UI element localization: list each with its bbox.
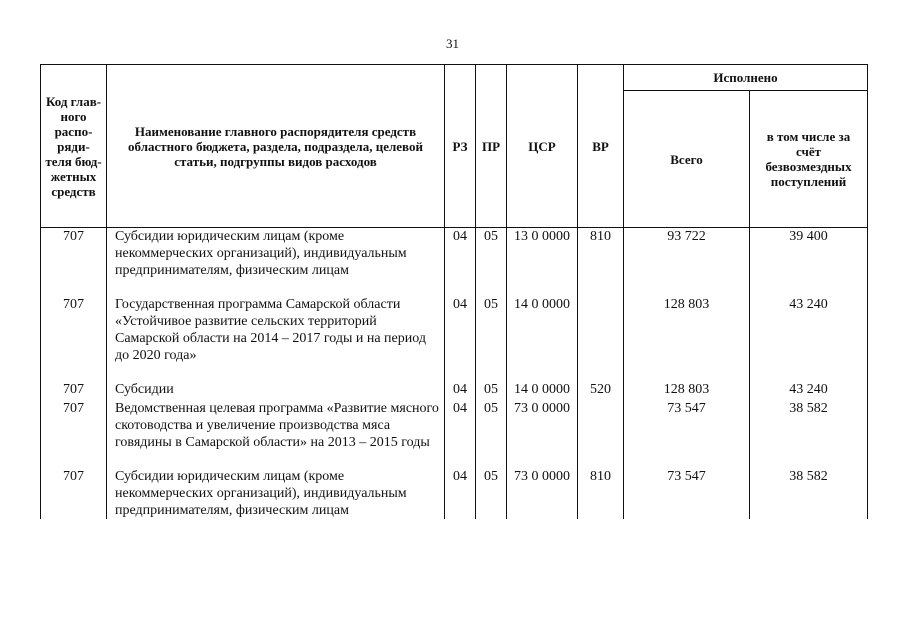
cell-csr: 73 0 0000 — [507, 466, 578, 519]
cell-csr: 14 0 0000 — [507, 379, 578, 398]
table-row — [41, 398, 868, 466]
header-total: Всего — [624, 91, 750, 228]
cell-code: 707 — [41, 294, 107, 379]
cell-free: 38 582 — [750, 466, 868, 519]
cell-total: 93 722 — [624, 226, 750, 294]
cell-rz: 04 — [445, 398, 476, 466]
cell-csr: 14 0 0000 — [507, 294, 578, 379]
cell-total: 73 547 — [624, 398, 750, 466]
header-rz: РЗ — [445, 65, 476, 228]
cell-rz: 04 — [445, 379, 476, 398]
cell-code: 707 — [41, 226, 107, 294]
cell-name: Государственная программа Самарской области «Устойчивое развитие сельских территорий Самарской области на 2014 – 2017 годы и на период до 2020 года» — [107, 294, 445, 379]
cell-total: 128 803 — [624, 379, 750, 398]
header-executed: Исполнено — [624, 65, 868, 91]
cell-total: 73 547 — [624, 466, 750, 519]
cell-code: 707 — [41, 466, 107, 519]
cell-pr: 05 — [476, 294, 507, 379]
cell-csr: 73 0 0000 — [507, 398, 578, 466]
table-header — [40, 64, 868, 228]
cell-name: Ведомственная целевая программа «Развитие мясного скотоводства и увеличение производства мяса говядины в Самарской области» на 2013 – 2015 годы — [107, 398, 445, 466]
cell-name: Субсидии юридическим лицам (кроме некоммерческих организаций), индивидуальным предпринимателям, физическим лицам — [107, 466, 445, 519]
cell-code: 707 — [41, 379, 107, 398]
cell-vr: 810 — [578, 226, 624, 294]
page-number: 31 — [446, 36, 459, 51]
table-row — [41, 379, 868, 398]
table-row — [41, 466, 868, 519]
cell-pr: 05 — [476, 226, 507, 294]
cell-code: 707 — [41, 398, 107, 466]
cell-free: 43 240 — [750, 379, 868, 398]
cell-name: Субсидии юридическим лицам (кроме некоммерческих организаций), индивидуальным предпринимателям, физическим лицам — [107, 226, 445, 294]
cell-rz: 04 — [445, 466, 476, 519]
table-body — [40, 226, 868, 519]
cell-vr: 520 — [578, 379, 624, 398]
cell-pr: 05 — [476, 398, 507, 466]
cell-free: 39 400 — [750, 226, 868, 294]
cell-free: 38 582 — [750, 398, 868, 466]
cell-pr: 05 — [476, 466, 507, 519]
cell-vr — [578, 398, 624, 466]
header-name: Наименование главного распорядителя средств областного бюджета, раздела, подраздела, целевой статьи, подгруппы видов расходов — [107, 65, 445, 228]
cell-free: 43 240 — [750, 294, 868, 379]
cell-pr: 05 — [476, 379, 507, 398]
header-pr: ПР — [476, 65, 507, 228]
table-row — [41, 226, 868, 294]
cell-vr: 810 — [578, 466, 624, 519]
cell-total: 128 803 — [624, 294, 750, 379]
header-vr: ВР — [578, 65, 624, 228]
header-csr: ЦСР — [507, 65, 578, 228]
cell-rz: 04 — [445, 294, 476, 379]
header-including: в том числе за счёт безвозмездных поступлений — [750, 91, 868, 228]
cell-vr — [578, 294, 624, 379]
header-code: Код глав-ного распо-ряди-теля бюд-жетных средств — [41, 65, 107, 228]
cell-name: Субсидии — [107, 379, 445, 398]
table-row — [41, 294, 868, 379]
cell-rz: 04 — [445, 226, 476, 294]
cell-csr: 13 0 0000 — [507, 226, 578, 294]
